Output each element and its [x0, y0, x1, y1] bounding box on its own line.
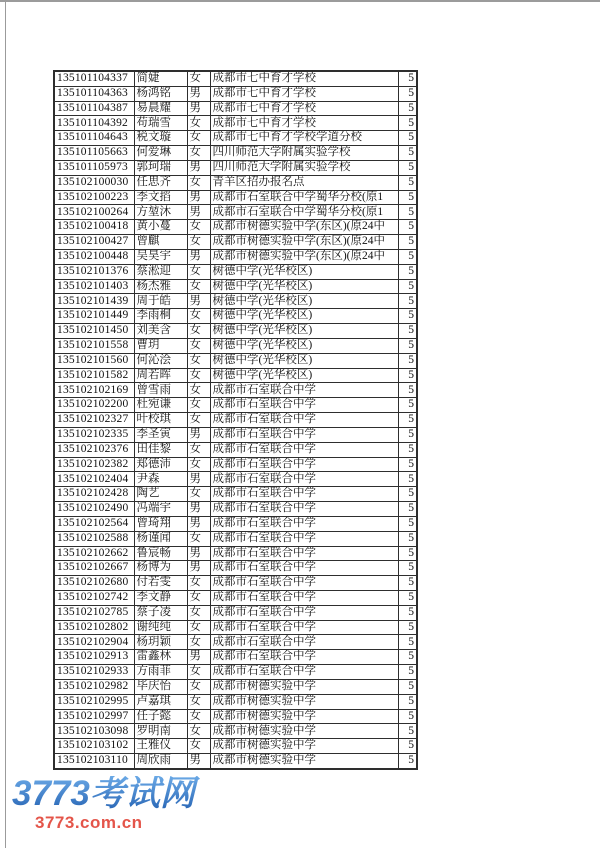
gender-cell: 男: [187, 294, 210, 309]
code-cell: 5: [398, 546, 417, 561]
school-cell: 成都市七中育才学校: [210, 116, 398, 131]
student-name-cell: 方雨菲: [134, 665, 187, 680]
student-name-cell: 李文静: [134, 590, 187, 605]
exam-id-cell: 135102101439: [54, 294, 134, 309]
school-cell: 成都市树德实验中学: [210, 679, 398, 694]
table-row: [54, 531, 417, 546]
gender-cell: 女: [187, 398, 210, 413]
table-row: [54, 160, 417, 175]
school-cell: 成都市石室联合中学: [210, 487, 398, 502]
school-cell: 树德中学(光华校区): [210, 264, 398, 279]
gender-cell: 男: [187, 427, 210, 442]
table-row: [54, 413, 417, 428]
student-name-cell: 税文璇: [134, 131, 187, 146]
student-name-cell: 雷鑫林: [134, 650, 187, 665]
gender-cell: 女: [187, 175, 210, 190]
code-cell: 5: [398, 620, 417, 635]
student-name-cell: 任思齐: [134, 175, 187, 190]
exam-id-cell: 135101104363: [54, 86, 134, 101]
table-row: [54, 190, 417, 205]
school-cell: 青羊区招办报名点: [210, 175, 398, 190]
gender-cell: 男: [187, 101, 210, 116]
exam-id-cell: 135102102785: [54, 605, 134, 620]
table-row: [54, 324, 417, 339]
school-cell: 成都市石室联合中学: [210, 398, 398, 413]
gender-cell: 男: [187, 190, 210, 205]
student-name-cell: 叶校琪: [134, 413, 187, 428]
table-row: [54, 724, 417, 739]
school-cell: 成都市树德实验中学: [210, 754, 398, 769]
gender-cell: 女: [187, 131, 210, 146]
exam-id-cell: 135101105973: [54, 160, 134, 175]
page-top-border: [0, 0, 600, 2]
roster-body: [54, 71, 417, 769]
school-cell: 成都市七中育才学校: [210, 101, 398, 116]
school-cell: 成都市七中育才学校: [210, 86, 398, 101]
code-cell: 5: [398, 249, 417, 264]
exam-id-cell: 135102102327: [54, 413, 134, 428]
code-cell: 5: [398, 576, 417, 591]
code-cell: 5: [398, 590, 417, 605]
code-cell: 5: [398, 457, 417, 472]
school-cell: 成都市石室联合中学: [210, 442, 398, 457]
student-name-cell: 曹玥: [134, 338, 187, 353]
school-cell: 成都市石室联合中学: [210, 413, 398, 428]
gender-cell: 女: [187, 576, 210, 591]
code-cell: 5: [398, 338, 417, 353]
gender-cell: 女: [187, 309, 210, 324]
exam-id-cell: 135102101560: [54, 353, 134, 368]
student-name-cell: 郭珂瑞: [134, 160, 187, 175]
code-cell: 5: [398, 205, 417, 220]
code-cell: 5: [398, 442, 417, 457]
code-cell: 5: [398, 709, 417, 724]
exam-id-cell: 135102102404: [54, 472, 134, 487]
school-cell: 成都市石室联合中学: [210, 383, 398, 398]
school-cell: 树德中学(光华校区): [210, 279, 398, 294]
table-row: [54, 739, 417, 754]
student-name-cell: 蔡淞迎: [134, 264, 187, 279]
gender-cell: 女: [187, 739, 210, 754]
student-name-cell: 周于皓: [134, 294, 187, 309]
exam-id-cell: 135102102913: [54, 650, 134, 665]
student-name-cell: 任子懿: [134, 709, 187, 724]
student-name-cell: 何沁浍: [134, 353, 187, 368]
table-row: [54, 383, 417, 398]
exam-id-cell: 135102101582: [54, 368, 134, 383]
gender-cell: 女: [187, 71, 210, 86]
gender-cell: 女: [187, 635, 210, 650]
school-cell: 成都市石室联合中学: [210, 576, 398, 591]
exam-id-cell: 135102101376: [54, 264, 134, 279]
code-cell: 5: [398, 635, 417, 650]
gender-cell: 女: [187, 338, 210, 353]
school-cell: 成都市树德实验中学: [210, 694, 398, 709]
gender-cell: 女: [187, 531, 210, 546]
school-cell: 成都市树德实验中学: [210, 709, 398, 724]
school-cell: 成都市石室联合中学蜀华分校(原1: [210, 190, 398, 205]
table-row: [54, 368, 417, 383]
school-cell: 成都市石室联合中学: [210, 546, 398, 561]
exam-id-cell: 135102102997: [54, 709, 134, 724]
exam-id-cell: 135102103102: [54, 739, 134, 754]
table-row: [54, 590, 417, 605]
table-row: [54, 131, 417, 146]
code-cell: 5: [398, 353, 417, 368]
student-name-cell: 刘美含: [134, 324, 187, 339]
code-cell: 5: [398, 235, 417, 250]
code-cell: 5: [398, 694, 417, 709]
code-cell: 5: [398, 724, 417, 739]
gender-cell: 男: [187, 502, 210, 517]
gender-cell: 女: [187, 279, 210, 294]
student-name-cell: 曾琦翔: [134, 516, 187, 531]
gender-cell: 女: [187, 665, 210, 680]
site-logo: 3773考试网: [12, 776, 232, 813]
exam-id-cell: 135102102335: [54, 427, 134, 442]
student-name-cell: 卢嘉琪: [134, 694, 187, 709]
student-name-cell: 杨玥颖: [134, 635, 187, 650]
code-cell: 5: [398, 413, 417, 428]
exam-id-cell: 135102102933: [54, 665, 134, 680]
gender-cell: 男: [187, 516, 210, 531]
gender-cell: 男: [187, 546, 210, 561]
school-cell: 成都市石室联合中学: [210, 531, 398, 546]
exam-id-cell: 135102101403: [54, 279, 134, 294]
code-cell: 5: [398, 561, 417, 576]
student-name-cell: 吴昊宇: [134, 249, 187, 264]
student-name-cell: 李文搯: [134, 190, 187, 205]
table-row: [54, 694, 417, 709]
code-cell: 5: [398, 487, 417, 502]
table-row: [54, 605, 417, 620]
code-cell: 5: [398, 650, 417, 665]
gender-cell: 女: [187, 220, 210, 235]
student-name-cell: 周欣雨: [134, 754, 187, 769]
school-cell: 成都市七中育才学校: [210, 71, 398, 86]
exam-id-cell: 135101104643: [54, 131, 134, 146]
exam-id-cell: 135101104392: [54, 116, 134, 131]
exam-id-cell: 135102102742: [54, 590, 134, 605]
student-name-cell: 毕庆怡: [134, 679, 187, 694]
school-cell: 树德中学(光华校区): [210, 338, 398, 353]
exam-id-cell: 135102102376: [54, 442, 134, 457]
student-name-cell: 李圣寅: [134, 427, 187, 442]
exam-id-cell: 135102102662: [54, 546, 134, 561]
student-name-cell: 曾雪雨: [134, 383, 187, 398]
school-cell: 成都市石室联合中学: [210, 502, 398, 517]
page-left-border: [5, 0, 6, 848]
gender-cell: 女: [187, 694, 210, 709]
gender-cell: 女: [187, 724, 210, 739]
exam-id-cell: 135102102995: [54, 694, 134, 709]
code-cell: 5: [398, 531, 417, 546]
gender-cell: 女: [187, 146, 210, 161]
school-cell: 成都市石室联合中学: [210, 472, 398, 487]
site-url: 3773.com.cn: [35, 812, 143, 832]
student-name-cell: 易晨耀: [134, 101, 187, 116]
table-row: [54, 650, 417, 665]
code-cell: 5: [398, 502, 417, 517]
table-row: [54, 635, 417, 650]
school-cell: 成都市树德实验中学(东区)(原24中: [210, 220, 398, 235]
gender-cell: 女: [187, 116, 210, 131]
code-cell: 5: [398, 264, 417, 279]
table-row: [54, 279, 417, 294]
gender-cell: 女: [187, 353, 210, 368]
student-name-cell: 何爱琳: [134, 146, 187, 161]
table-row: [54, 487, 417, 502]
gender-cell: 女: [187, 457, 210, 472]
gender-cell: 女: [187, 264, 210, 279]
school-cell: 成都市石室联合中学: [210, 590, 398, 605]
gender-cell: 男: [187, 650, 210, 665]
school-cell: 成都市树德实验中学(东区)(原24中: [210, 249, 398, 264]
school-cell: 成都市树德实验中学: [210, 739, 398, 754]
school-cell: 成都市石室联合中学: [210, 516, 398, 531]
exam-id-cell: 135102102904: [54, 635, 134, 650]
gender-cell: 女: [187, 620, 210, 635]
exam-id-cell: 135101105663: [54, 146, 134, 161]
student-name-cell: 冯端宇: [134, 502, 187, 517]
gender-cell: 男: [187, 472, 210, 487]
school-cell: 树德中学(光华校区): [210, 309, 398, 324]
table-row: [54, 101, 417, 116]
student-name-cell: 陶艺: [134, 487, 187, 502]
code-cell: 5: [398, 368, 417, 383]
school-cell: 树德中学(光华校区): [210, 353, 398, 368]
student-name-cell: 黄小蔓: [134, 220, 187, 235]
table-row: [54, 561, 417, 576]
table-row: [54, 175, 417, 190]
table-row: [54, 472, 417, 487]
table-row: [54, 398, 417, 413]
table-row: [54, 546, 417, 561]
code-cell: 5: [398, 605, 417, 620]
school-cell: 成都市石室联合中学: [210, 457, 398, 472]
code-cell: 5: [398, 175, 417, 190]
table-row: [54, 249, 417, 264]
school-cell: 树德中学(光华校区): [210, 324, 398, 339]
table-row: [54, 220, 417, 235]
school-cell: 树德中学(光华校区): [210, 294, 398, 309]
table-row: [54, 146, 417, 161]
gender-cell: 男: [187, 249, 210, 264]
code-cell: 5: [398, 146, 417, 161]
school-cell: 成都市石室联合中学: [210, 427, 398, 442]
code-cell: 5: [398, 472, 417, 487]
exam-id-cell: 135102103110: [54, 754, 134, 769]
table-row: [54, 516, 417, 531]
school-cell: 成都市树德实验中学: [210, 724, 398, 739]
gender-cell: 女: [187, 413, 210, 428]
student-name-cell: 尹森: [134, 472, 187, 487]
exam-id-cell: 135102102200: [54, 398, 134, 413]
gender-cell: 男: [187, 86, 210, 101]
table-row: [54, 309, 417, 324]
exam-id-cell: 135102102680: [54, 576, 134, 591]
code-cell: 5: [398, 160, 417, 175]
school-cell: 成都市石室联合中学: [210, 635, 398, 650]
table-row: [54, 264, 417, 279]
school-cell: 成都市石室联合中学: [210, 605, 398, 620]
school-cell: 成都市七中育才学校学道分校: [210, 131, 398, 146]
gender-cell: 女: [187, 324, 210, 339]
code-cell: 5: [398, 754, 417, 769]
school-cell: 树德中学(光华校区): [210, 368, 398, 383]
code-cell: 5: [398, 190, 417, 205]
student-roster-table: [53, 70, 418, 770]
student-name-cell: 鲁宸畅: [134, 546, 187, 561]
code-cell: 5: [398, 116, 417, 131]
school-cell: 成都市石室联合中学: [210, 650, 398, 665]
exam-id-cell: 135102102588: [54, 531, 134, 546]
gender-cell: 女: [187, 383, 210, 398]
code-cell: 5: [398, 101, 417, 116]
gender-cell: 男: [187, 561, 210, 576]
student-name-cell: 谢纯纯: [134, 620, 187, 635]
table-row: [54, 620, 417, 635]
student-name-cell: 蔡子凌: [134, 605, 187, 620]
table-row: [54, 502, 417, 517]
student-name-cell: 王雅仪: [134, 739, 187, 754]
exam-id-cell: 135102102169: [54, 383, 134, 398]
exam-id-cell: 135102101558: [54, 338, 134, 353]
school-cell: 成都市石室联合中学: [210, 665, 398, 680]
table-row: [54, 86, 417, 101]
gender-cell: 男: [187, 205, 210, 220]
code-cell: 5: [398, 294, 417, 309]
exam-id-cell: 135101104337: [54, 71, 134, 86]
code-cell: 5: [398, 324, 417, 339]
student-name-cell: 苟瑞雪: [134, 116, 187, 131]
student-name-cell: 杜宛谦: [134, 398, 187, 413]
gender-cell: 男: [187, 160, 210, 175]
table-row: [54, 576, 417, 591]
gender-cell: 男: [187, 754, 210, 769]
student-name-cell: 李雨桐: [134, 309, 187, 324]
code-cell: 5: [398, 739, 417, 754]
school-cell: 成都市树德实验中学(东区)(原24中: [210, 235, 398, 250]
code-cell: 5: [398, 427, 417, 442]
exam-id-cell: 135102102667: [54, 561, 134, 576]
student-name-cell: 罗明南: [134, 724, 187, 739]
exam-id-cell: 135102100427: [54, 235, 134, 250]
gender-cell: 女: [187, 487, 210, 502]
table-row: [54, 442, 417, 457]
table-row: [54, 353, 417, 368]
code-cell: 5: [398, 309, 417, 324]
student-name-cell: 杨博为: [134, 561, 187, 576]
watermark: [12, 776, 232, 831]
code-cell: 5: [398, 398, 417, 413]
school-cell: 四川师范大学附属实验学校: [210, 146, 398, 161]
student-name-cell: 付若雯: [134, 576, 187, 591]
student-name-cell: 田佳黎: [134, 442, 187, 457]
student-name-cell: 周若晖: [134, 368, 187, 383]
student-name-cell: 方堃沐: [134, 205, 187, 220]
student-name-cell: 简婕: [134, 71, 187, 86]
table-row: [54, 679, 417, 694]
student-name-cell: 杨杰雅: [134, 279, 187, 294]
exam-id-cell: 135102100264: [54, 205, 134, 220]
table-row: [54, 116, 417, 131]
code-cell: 5: [398, 131, 417, 146]
exam-id-cell: 135101104387: [54, 101, 134, 116]
code-cell: 5: [398, 71, 417, 86]
code-cell: 5: [398, 665, 417, 680]
exam-id-cell: 135102100030: [54, 175, 134, 190]
gender-cell: 女: [187, 709, 210, 724]
school-cell: 四川师范大学附属实验学校: [210, 160, 398, 175]
table-row: [54, 709, 417, 724]
student-name-cell: 曾麒: [134, 235, 187, 250]
table-row: [54, 71, 417, 86]
student-name-cell: 杨鸿铭: [134, 86, 187, 101]
exam-id-cell: 135102100223: [54, 190, 134, 205]
gender-cell: 女: [187, 590, 210, 605]
table-row: [54, 457, 417, 472]
school-cell: 成都市石室联合中学: [210, 561, 398, 576]
gender-cell: 女: [187, 442, 210, 457]
exam-id-cell: 135102102382: [54, 457, 134, 472]
code-cell: 5: [398, 516, 417, 531]
code-cell: 5: [398, 383, 417, 398]
exam-id-cell: 135102102490: [54, 502, 134, 517]
school-cell: 成都市石室联合中学: [210, 620, 398, 635]
table-row: [54, 235, 417, 250]
exam-id-cell: 135102102428: [54, 487, 134, 502]
table-row: [54, 205, 417, 220]
exam-id-cell: 135102102802: [54, 620, 134, 635]
exam-id-cell: 135102100418: [54, 220, 134, 235]
student-name-cell: 郑德沛: [134, 457, 187, 472]
exam-id-cell: 135102101449: [54, 309, 134, 324]
gender-cell: 女: [187, 235, 210, 250]
student-name-cell: 杨谨闻: [134, 531, 187, 546]
code-cell: 5: [398, 279, 417, 294]
table-row: [54, 338, 417, 353]
exam-id-cell: 135102100448: [54, 249, 134, 264]
table-row: [54, 665, 417, 680]
exam-id-cell: 135102102982: [54, 679, 134, 694]
code-cell: 5: [398, 86, 417, 101]
table-row: [54, 294, 417, 309]
code-cell: 5: [398, 220, 417, 235]
gender-cell: 女: [187, 605, 210, 620]
gender-cell: 女: [187, 679, 210, 694]
gender-cell: 女: [187, 368, 210, 383]
exam-id-cell: 135102101450: [54, 324, 134, 339]
table-row: [54, 427, 417, 442]
code-cell: 5: [398, 679, 417, 694]
exam-id-cell: 135102103098: [54, 724, 134, 739]
table-row: [54, 754, 417, 769]
exam-id-cell: 135102102564: [54, 516, 134, 531]
school-cell: 成都市石室联合中学蜀华分校(原1: [210, 205, 398, 220]
